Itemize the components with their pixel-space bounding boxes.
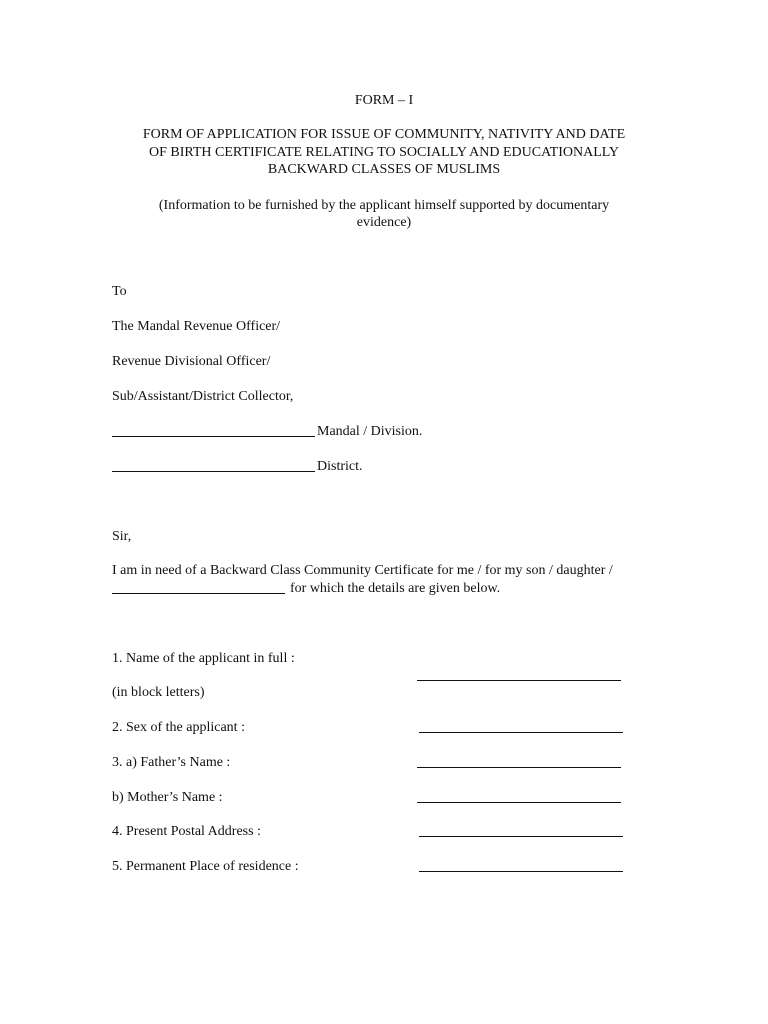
residence-label: 5. Permanent Place of residence :: [112, 859, 299, 874]
applicant-sex-line[interactable]: [419, 732, 623, 733]
mother-name-label: b) Mother’s Name :: [112, 790, 223, 805]
form-title-line-2: OF BIRTH CERTIFICATE RELATING TO SOCIALLY AND EDUCATIONALLY: [148, 145, 620, 160]
form-title-line-3: BACKWARD CLASSES OF MUSLIMS: [267, 162, 501, 177]
applicant-name-label: 1. Name of the applicant in full :: [112, 651, 295, 666]
instruction-note-line-1: (Information to be furnished by the applicant himself supported by documentary: [158, 198, 610, 213]
block-letters-note: (in block letters): [112, 685, 205, 700]
form-number: FORM – I: [354, 93, 414, 108]
relation-blank-line[interactable]: [112, 593, 285, 594]
district-blank-line[interactable]: [112, 471, 315, 472]
form-title-line-1: FORM OF APPLICATION FOR ISSUE OF COMMUNITY, NATIVITY AND DATE: [142, 127, 626, 142]
applicant-name-line[interactable]: [417, 680, 621, 681]
father-name-line[interactable]: [417, 767, 621, 768]
letter-body-line-1: I am in need of a Backward Class Community Certificate for me / for my son / daughter /: [112, 563, 613, 578]
mandal-division-label: Mandal / Division.: [317, 424, 423, 439]
postal-address-label: 4. Present Postal Address :: [112, 824, 261, 839]
postal-address-line[interactable]: [419, 836, 623, 837]
instruction-note-line-2: evidence): [356, 215, 412, 230]
mother-name-line[interactable]: [417, 802, 621, 803]
district-label: District.: [317, 459, 363, 474]
address-line-1: The Mandal Revenue Officer/: [112, 319, 281, 334]
address-to: To: [112, 284, 127, 299]
mandal-blank-line[interactable]: [112, 436, 315, 437]
residence-line[interactable]: [419, 871, 623, 872]
letter-body-line-2: for which the details are given below.: [290, 581, 501, 596]
address-line-3: Sub/Assistant/District Collector,: [112, 389, 294, 404]
address-line-2: Revenue Divisional Officer/: [112, 354, 271, 369]
applicant-sex-label: 2. Sex of the applicant :: [112, 720, 245, 735]
father-name-label: 3. a) Father’s Name :: [112, 755, 231, 770]
salutation: Sir,: [112, 529, 132, 544]
